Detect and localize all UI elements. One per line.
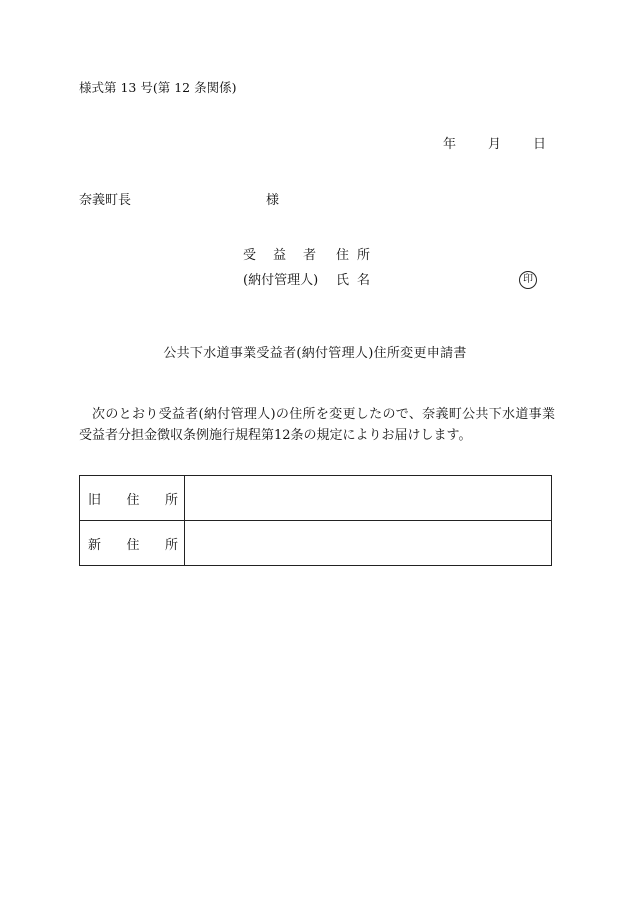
new-address-field[interactable] <box>185 521 552 566</box>
new-address-label <box>80 521 185 566</box>
label-char: 住 <box>126 492 140 508</box>
label-char: 益 <box>273 248 287 263</box>
label-char: 住 <box>126 537 140 553</box>
label-char: 所 <box>164 492 178 508</box>
date-month: 月 <box>487 137 501 152</box>
date-day: 日 <box>532 137 546 152</box>
seal-mark-icon: 印 <box>519 271 537 289</box>
label-char: 旧 <box>88 492 102 508</box>
label-char: 所 <box>164 537 178 553</box>
address-table <box>79 475 552 566</box>
addressee: 奈義町長 <box>79 193 132 208</box>
applicant-address-row <box>243 249 370 262</box>
document-title: 公共下水道事業受益者(納付管理人)住所変更申請書 <box>163 346 467 361</box>
old-address-field[interactable] <box>185 476 552 521</box>
honorific: 様 <box>266 193 280 208</box>
date-year: 年 <box>442 137 456 152</box>
address-label <box>336 248 370 263</box>
old-address-label <box>80 476 185 521</box>
name-label <box>336 273 370 288</box>
applicant-label <box>243 249 336 262</box>
applicant-name-row <box>243 274 370 287</box>
table-row <box>80 521 552 566</box>
label-char: 氏 <box>336 273 350 288</box>
label-char: 新 <box>88 537 102 553</box>
label-char: 住 <box>336 248 350 263</box>
body-text: 次のとおり受益者(納付管理人)の住所を変更したので、奈義町公共下水道事業受益者分担金徴収条例施行規程第12条の規定によりお届けします。 <box>79 407 555 443</box>
agent-label: (納付管理人) <box>243 273 319 288</box>
label-char: 名 <box>357 273 371 288</box>
table-row <box>80 476 552 521</box>
label-char: 所 <box>357 248 371 263</box>
label-char: 受 <box>243 248 257 263</box>
date-line <box>443 138 546 151</box>
form-number: 様式第 13 号(第 12 条関係) <box>79 80 237 95</box>
label-char: 者 <box>303 248 317 263</box>
